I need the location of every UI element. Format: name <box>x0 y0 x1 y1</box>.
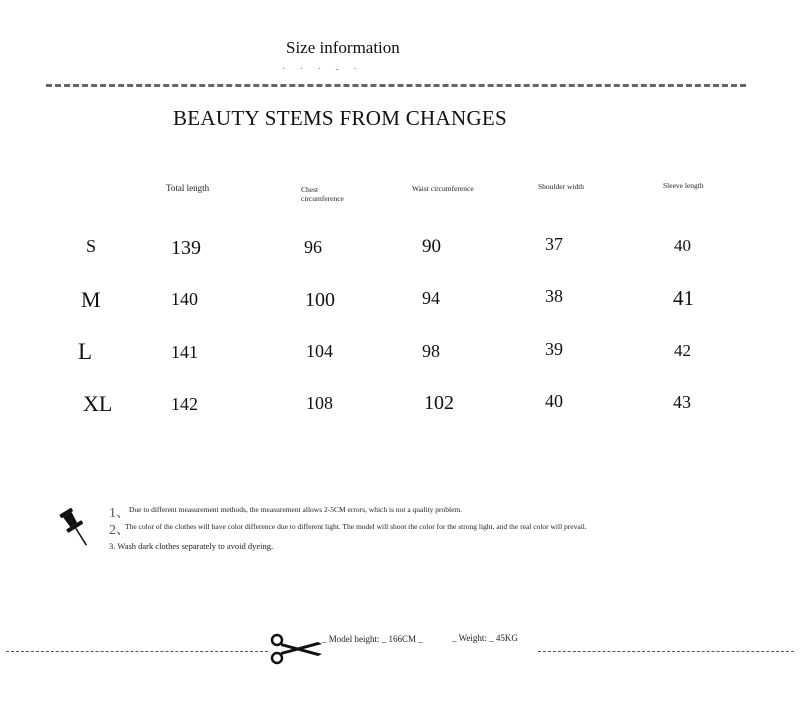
faint-title-residue: · · · - · <box>282 64 363 75</box>
cell-m-sleeve: 41 <box>673 286 694 310</box>
bottom-dashed-divider-left <box>6 651 268 652</box>
size-label-s: S <box>86 236 97 256</box>
cell-s-shoulder: 37 <box>545 234 563 254</box>
scissors-icon <box>268 632 324 671</box>
model-height: _ Model height: _ 166CM _ <box>322 634 423 644</box>
cell-xl-shoulder: 40 <box>545 391 563 411</box>
note-1-text: Due to different measurement methods, the measurement allows 2-5CM errors, which is not a quality problem. <box>129 505 463 514</box>
header-total-length: Total length <box>166 183 210 193</box>
size-label-xl: XL <box>83 391 113 416</box>
cell-xl-sleeve: 43 <box>673 392 691 412</box>
note-2-number: 2、 <box>109 523 130 538</box>
header-shoulder-width: Shoulder width <box>538 182 585 191</box>
cell-l-chest: 104 <box>306 341 333 361</box>
page-title: Size information <box>286 38 400 57</box>
note-2-text: The color of the clothes will have color difference due to different light. The model will shoot the color for the strong light, and the real color will prevail. <box>125 522 587 531</box>
cell-s-chest: 96 <box>304 237 322 257</box>
size-label-l: L <box>78 339 93 364</box>
cell-l-shoulder: 39 <box>545 339 563 359</box>
pushpin-icon <box>58 503 98 558</box>
cell-s-sleeve: 40 <box>674 236 691 255</box>
subtitle: BEAUTY STEMS FROM CHANGES <box>173 106 508 130</box>
model-weight: _ Weight: _ 45KG <box>452 633 518 643</box>
cell-m-waist: 94 <box>422 288 440 308</box>
cell-m-chest: 100 <box>305 289 335 311</box>
cell-m-total-length: 140 <box>171 289 198 309</box>
note-1-number: 1、 <box>109 506 130 521</box>
cell-s-total-length: 139 <box>171 237 201 259</box>
cell-m-shoulder: 38 <box>545 286 563 306</box>
bottom-dashed-divider-right <box>538 651 794 652</box>
cell-xl-chest: 108 <box>306 393 333 413</box>
cell-l-total-length: 141 <box>171 342 198 362</box>
cell-l-waist: 98 <box>422 341 440 361</box>
top-dashed-divider <box>46 84 746 87</box>
note-3-text: 3. Wash dark clothes separately to avoid dyeing. <box>109 541 274 551</box>
cell-xl-total-length: 142 <box>171 394 198 414</box>
cell-s-waist: 90 <box>422 236 441 257</box>
header-chest-circumference: Chest circumference <box>301 185 344 203</box>
cell-xl-waist: 102 <box>424 392 454 414</box>
header-sleeve-length: Sleeve length <box>663 181 704 190</box>
size-label-m: M <box>81 287 101 312</box>
header-waist-circumference: Waist circumference <box>412 184 474 193</box>
cell-l-sleeve: 42 <box>674 341 691 360</box>
